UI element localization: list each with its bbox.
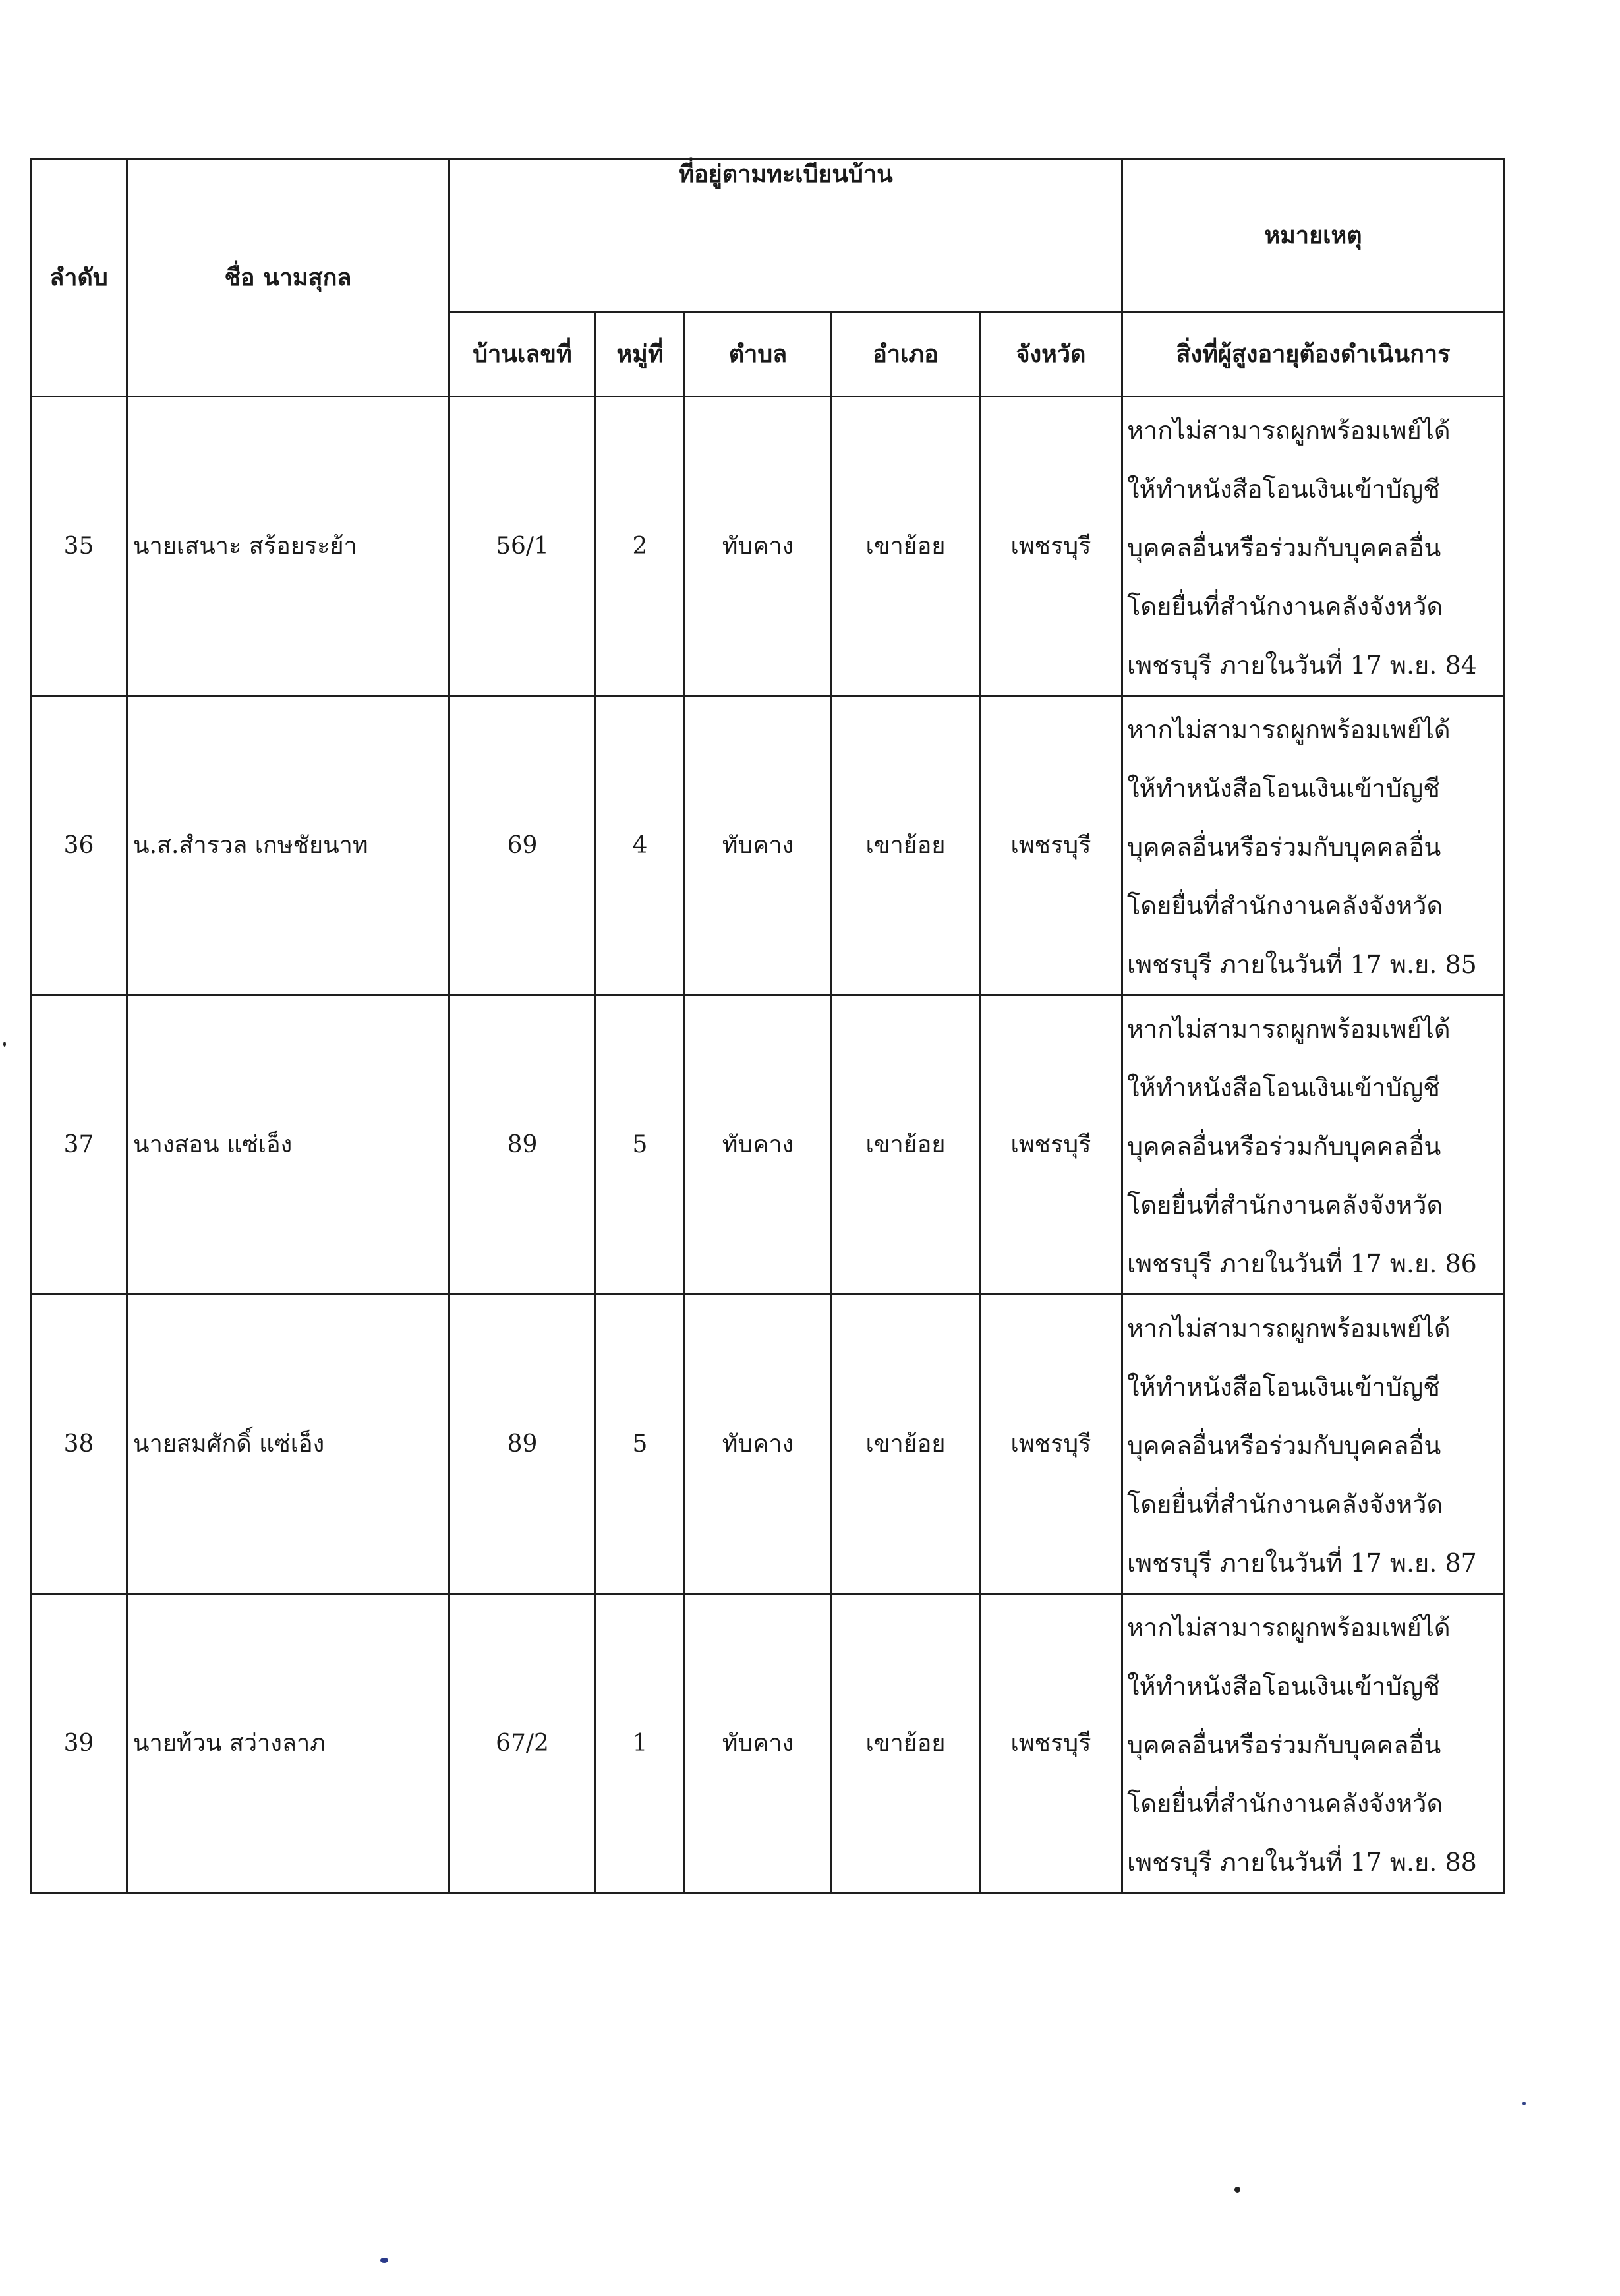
- header-tambon: ตำบล: [685, 312, 832, 397]
- row-amphoe: เขาย้อย: [832, 995, 980, 1295]
- note-line: ให้ทำหนังสือโอนเงินเข้าบัญชี: [1127, 1372, 1440, 1401]
- header-note-group: หมายเหตุ: [1122, 160, 1505, 312]
- note-line: บุคคลอื่นหรือร่วมกับบุคคลอื่น: [1127, 1431, 1441, 1460]
- row-province: เพชรบุรี: [980, 1295, 1122, 1594]
- row-house-no: 69: [449, 696, 596, 995]
- header-action: สิ่งที่ผู้สูงอายุต้องดำเนินการ: [1122, 312, 1505, 397]
- note-line: หากไม่สามารถผูกพร้อมเพย์ได้: [1127, 715, 1451, 744]
- note-line: หากไม่สามารถผูกพร้อมเพย์ได้: [1127, 1314, 1451, 1343]
- row-tambon: ทับคาง: [685, 1295, 832, 1594]
- note-line: บุคคลอื่นหรือร่วมกับบุคคลอื่น: [1127, 833, 1441, 862]
- row-amphoe: เขาย้อย: [832, 1295, 980, 1594]
- row-note: [1122, 696, 1505, 995]
- note-line: ให้ทำหนังสือโอนเงินเข้าบัญชี: [1127, 1073, 1440, 1102]
- table-row: [31, 397, 1505, 696]
- header-name: ชื่อ นามสุกล: [127, 160, 449, 397]
- note-line: โดยยื่นที่สำนักงานคลังจังหวัด: [1127, 1490, 1443, 1519]
- row-province: เพชรบุรี: [980, 1594, 1122, 1893]
- row-moo: 4: [596, 696, 685, 995]
- note-line: ให้ทำหนังสือโอนเงินเข้าบัญชี: [1127, 1672, 1440, 1701]
- row-tambon: ทับคาง: [685, 696, 832, 995]
- note-line: ให้ทำหนังสือโอนเงินเข้าบัญชี: [1127, 774, 1440, 803]
- row-amphoe: เขาย้อย: [832, 397, 980, 696]
- header-address-group: ที่อยู่ตามทะเบียนบ้าน: [449, 160, 1122, 312]
- row-province: เพชรบุรี: [980, 397, 1122, 696]
- note-line: หากไม่สามารถผูกพร้อมเพย์ได้: [1127, 1015, 1451, 1044]
- scan-speck: [1522, 2102, 1526, 2105]
- note-line: โดยยื่นที่สำนักงานคลังจังหวัด: [1127, 592, 1443, 621]
- scan-speck: [380, 2258, 388, 2263]
- row-name: นางสอน แซ่เอ็ง: [127, 995, 449, 1295]
- note-line: เพชรบุรี ภายในวันที่ 17 พ.ย. 84: [1127, 651, 1477, 680]
- note-line: บุคคลอื่นหรือร่วมกับบุคคลอื่น: [1127, 533, 1441, 562]
- row-house-no: 56/1: [449, 397, 596, 696]
- row-province: เพชรบุรี: [980, 995, 1122, 1295]
- row-name: นายสมศักดิ์ แซ่เอ็ง: [127, 1295, 449, 1594]
- note-line: บุคคลอื่นหรือร่วมกับบุคคลอื่น: [1127, 1132, 1441, 1161]
- header-moo: หมู่ที่: [596, 312, 685, 397]
- row-seq: 36: [31, 696, 127, 995]
- table-row: [31, 995, 1505, 1295]
- row-note: [1122, 397, 1505, 696]
- row-moo: 5: [596, 995, 685, 1295]
- row-tambon: ทับคาง: [685, 995, 832, 1295]
- row-moo: 2: [596, 397, 685, 696]
- header-province: จังหวัด: [980, 312, 1122, 397]
- row-seq: 39: [31, 1594, 127, 1893]
- note-line: เพชรบุรี ภายในวันที่ 17 พ.ย. 88: [1127, 1848, 1477, 1877]
- row-moo: 5: [596, 1295, 685, 1594]
- row-seq: 38: [31, 1295, 127, 1594]
- row-name: นายเสนาะ สร้อยระย้า: [127, 397, 449, 696]
- row-province: เพชรบุรี: [980, 696, 1122, 995]
- note-line: เพชรบุรี ภายในวันที่ 17 พ.ย. 86: [1127, 1249, 1477, 1278]
- note-line: บุคคลอื่นหรือร่วมกับบุคคลอื่น: [1127, 1730, 1441, 1759]
- note-line: เพชรบุรี ภายในวันที่ 17 พ.ย. 87: [1127, 1548, 1477, 1577]
- row-house-no: 67/2: [449, 1594, 596, 1893]
- table-row: [31, 1295, 1505, 1594]
- table-row: [31, 696, 1505, 995]
- row-amphoe: เขาย้อย: [832, 1594, 980, 1893]
- table-row: [31, 1594, 1505, 1893]
- row-name: นายท้วน สว่างลาภ: [127, 1594, 449, 1893]
- row-tambon: ทับคาง: [685, 1594, 832, 1893]
- note-line: หากไม่สามารถผูกพร้อมเพย์ได้: [1127, 1613, 1451, 1642]
- row-note: [1122, 1594, 1505, 1893]
- note-line: หากไม่สามารถผูกพร้อมเพย์ได้: [1127, 416, 1451, 445]
- row-seq: 37: [31, 995, 127, 1295]
- note-line: โดยยื่นที่สำนักงานคลังจังหวัด: [1127, 1191, 1443, 1220]
- row-amphoe: เขาย้อย: [832, 696, 980, 995]
- row-house-no: 89: [449, 995, 596, 1295]
- recipient-table: [30, 158, 1505, 1894]
- header-seq: ลำดับ: [31, 160, 127, 397]
- note-line: ให้ทำหนังสือโอนเงินเข้าบัญชี: [1127, 475, 1440, 504]
- note-line: โดยยื่นที่สำนักงานคลังจังหวัด: [1127, 891, 1443, 920]
- row-moo: 1: [596, 1594, 685, 1893]
- scan-speck: [3, 1042, 6, 1047]
- table-body: [31, 397, 1505, 1893]
- row-tambon: ทับคาง: [685, 397, 832, 696]
- header-amphoe: อำเภอ: [832, 312, 980, 397]
- row-note: [1122, 995, 1505, 1295]
- row-house-no: 89: [449, 1295, 596, 1594]
- row-note: [1122, 1295, 1505, 1594]
- row-seq: 35: [31, 397, 127, 696]
- note-line: โดยยื่นที่สำนักงานคลังจังหวัด: [1127, 1789, 1443, 1818]
- row-name: น.ส.สำรวล เกษชัยนาท: [127, 696, 449, 995]
- note-line: เพชรบุรี ภายในวันที่ 17 พ.ย. 85: [1127, 950, 1477, 979]
- scan-speck: [1234, 2187, 1240, 2193]
- header-house-no: บ้านเลขที่: [449, 312, 596, 397]
